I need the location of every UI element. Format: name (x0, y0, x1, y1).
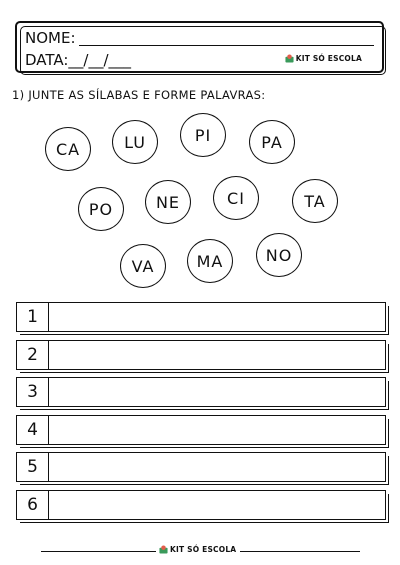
name-field-line[interactable] (79, 45, 374, 46)
answer-row (16, 340, 386, 370)
row-number: 1 (17, 303, 49, 331)
instruction-text: 1) JUNTE AS SÍLABAS E FORME PALAVRAS: (12, 88, 266, 102)
answer-rows (16, 302, 386, 527)
syllable-circle: TA (292, 179, 338, 223)
row-number: 4 (17, 416, 49, 444)
syllable-circle: LU (112, 120, 158, 164)
row-number: 3 (17, 378, 49, 406)
syllable-circle: PI (180, 113, 226, 157)
syllable-circle: NO (256, 233, 302, 277)
syllable-circle: NE (145, 180, 191, 224)
header-box (15, 21, 384, 73)
syllable-circle: MA (187, 239, 233, 283)
row-number: 5 (17, 453, 49, 481)
row-number: 6 (17, 491, 49, 519)
answer-row (16, 452, 386, 482)
date-label: DATA:__/__/___ (25, 51, 132, 69)
syllable-circle: PO (78, 187, 124, 231)
answer-field[interactable] (49, 303, 385, 331)
name-label: NOME: (25, 29, 76, 47)
brand-text: KIT SÓ ESCOLA (295, 54, 362, 63)
answer-field[interactable] (49, 341, 385, 369)
syllable-circle: VA (120, 244, 166, 288)
syllable-circle: CA (45, 127, 91, 171)
answer-field[interactable] (49, 378, 385, 406)
answer-field[interactable] (49, 491, 385, 519)
answer-row (16, 415, 386, 445)
answer-row (16, 490, 386, 520)
answer-field[interactable] (49, 453, 385, 481)
syllable-circle: PA (249, 120, 295, 164)
answer-row (16, 302, 386, 332)
school-book-icon (285, 54, 294, 63)
answer-row (16, 377, 386, 407)
school-book-icon (159, 545, 168, 554)
footer-rule-left (41, 551, 156, 552)
brand-logo (285, 54, 362, 63)
footer-rule-right (240, 551, 360, 552)
footer-brand-logo (159, 545, 236, 554)
footer (0, 543, 400, 557)
answer-field[interactable] (49, 416, 385, 444)
row-number: 2 (17, 341, 49, 369)
footer-brand-text: KIT SÓ ESCOLA (170, 545, 237, 554)
syllable-circle: CI (213, 176, 259, 220)
